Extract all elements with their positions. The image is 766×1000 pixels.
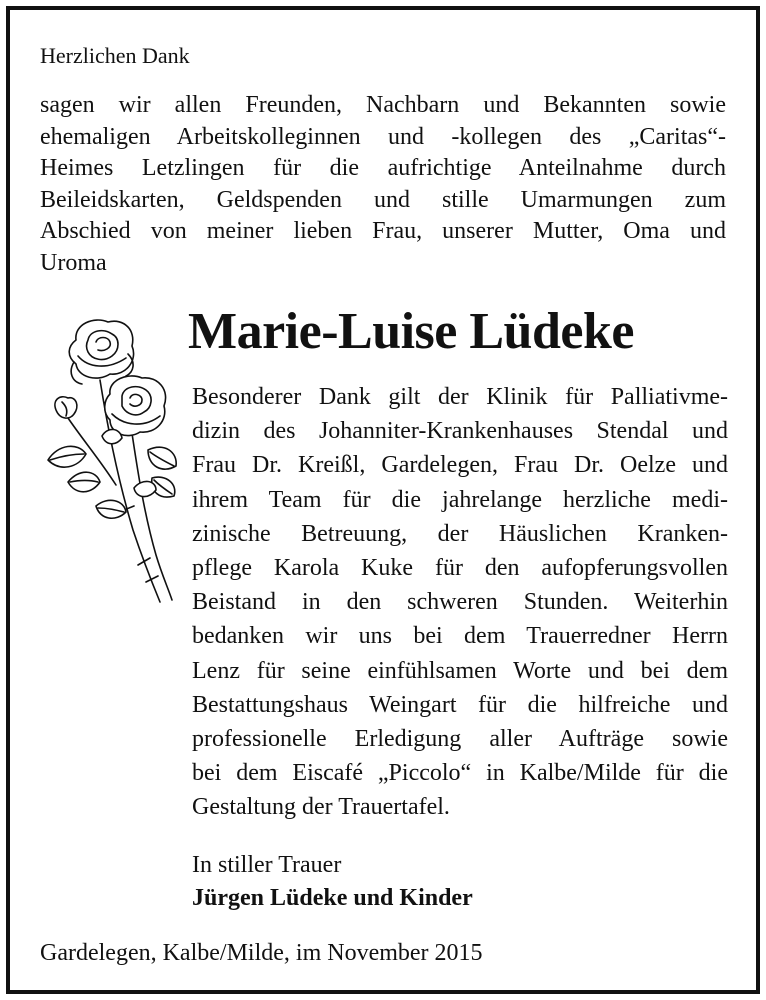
intro-line: Abschied von meiner lieben Frau, unserer Mutter, Oma und: [40, 218, 726, 244]
signature: Jürgen Lüdeke und Kinder: [192, 885, 473, 911]
thanks-line: ihrem Team für die jahrelange herzliche medi-: [192, 486, 728, 513]
notice-frame: [6, 6, 760, 994]
intro-line: Beileidskarten, Geldspenden und stille Umarmungen zum: [40, 186, 726, 213]
intro-line: Uroma: [40, 249, 107, 276]
roses-icon: [38, 310, 188, 610]
place-date: Gardelegen, Kalbe/Milde, im November 2015: [40, 940, 483, 966]
deceased-name: Marie-Luise Lüdeke: [188, 303, 634, 360]
thanks-line: Bestattungshaus Weingart für die hilfreiche und: [192, 691, 728, 718]
thanks-line: Besonderer Dank gilt der Klinik für Palliativme-: [192, 384, 728, 410]
thanks-line: Beistand in den schweren Stunden. Weiterhin: [192, 589, 728, 616]
thanks-line: professionelle Erledigung aller Aufträge sowie: [192, 726, 728, 753]
notice-header: Herzlichen Dank: [40, 43, 190, 68]
thanks-line: pflege Karola Kuke für den aufopferungsvollen: [192, 555, 728, 582]
thanks-line: bei dem Eiscafé „Piccolo“ in Kalbe/Milde für die: [192, 760, 728, 787]
thanks-line: dizin des Johanniter-Krankenhauses Stendal und: [192, 418, 728, 445]
intro-paragraph: [40, 90, 726, 279]
thanks-line: Gestaltung der Trauertafel.: [192, 794, 450, 821]
thanks-line: zinische Betreuung, der Häuslichen Kranken-: [192, 520, 728, 547]
intro-line: Heimes Letzlingen für die aufrichtige Anteilnahme durch: [40, 155, 726, 181]
thanks-line: bedanken wir uns bei dem Trauerredner Herrn: [192, 623, 728, 650]
mourning-phrase: In stiller Trauer: [192, 852, 342, 878]
thanks-paragraph: [192, 380, 728, 825]
thanks-line: Frau Dr. Kreißl, Gardelegen, Frau Dr. Oelze und: [192, 452, 728, 479]
intro-line: sagen wir allen Freunden, Nachbarn und Bekannten sowie: [40, 92, 726, 118]
intro-line: ehemaligen Arbeitskolleginnen und -kollegen des „Caritas“-: [40, 123, 726, 150]
thanks-line: Lenz für seine einfühlsamen Worte und bei dem: [192, 657, 728, 684]
